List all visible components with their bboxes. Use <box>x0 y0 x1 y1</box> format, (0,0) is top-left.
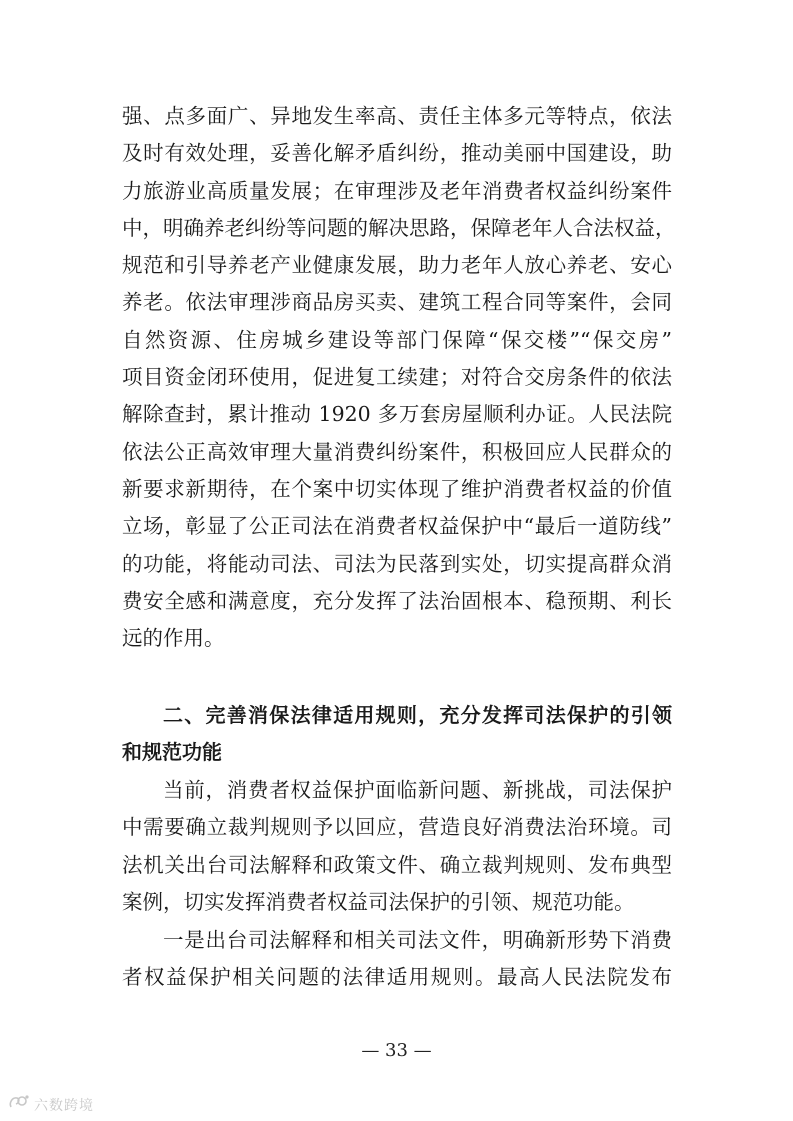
text-line: 中，明确养老纠纷等问题的解决思路，保障老年人合法权益， <box>122 215 676 240</box>
page-number: — 33 — <box>361 1040 432 1061</box>
text-line: 远的作用。 <box>122 626 225 651</box>
watermark <box>8 1094 94 1116</box>
logo-icon <box>8 1093 30 1117</box>
text-line: 当前，消费者权益保护面临新问题、新挑战，司法保护 <box>163 778 672 802</box>
text-line: 养老。依法审理涉商品房买卖、建筑工程合同等案件，会同 <box>122 290 672 315</box>
text-line: 项目资金闭环使用，促进复工续建；对符合交房条件的依法 <box>122 365 672 390</box>
text-line: 案例，切实发挥消费者权益司法保护的引领、规范功能。 <box>122 889 635 914</box>
text-line: 中需要确立裁判规则予以回应，营造良好消费法治环境。司 <box>122 815 672 840</box>
text-line: 新要求新期待，在个案中切实体现了维护消费者权益的价值 <box>122 476 672 501</box>
text-line: 法机关出台司法解释和政策文件、确立裁判规则、发布典型 <box>122 852 672 877</box>
text-line: 立场，彰显了公正司法在消费者权益保护中“最后一道防线” <box>122 514 672 539</box>
text-line: 自然资源、住房城乡建设等部门保障“保交楼”“保交房” <box>122 327 672 352</box>
text-line: 强、点多面广、异地发生率高、责任主体多元等特点，依法 <box>122 104 672 128</box>
text-line: 依法公正高效审理大量消费纠纷案件，积极回应人民群众的 <box>122 439 672 464</box>
heading-line: 和规范功能 <box>122 740 222 765</box>
text-line: 的功能，将能动司法、司法为民落到实处，切实提高群众消 <box>122 551 672 576</box>
section-heading <box>122 697 672 772</box>
text-line: 一是出台司法解释和相关司法文件，明确新形势下消费 <box>163 928 672 952</box>
body-paragraph-1 <box>122 98 676 657</box>
text-line: 力旅游业高质量发展；在审理涉及老年消费者权益纠纷案件 <box>122 178 672 203</box>
text-line: 者权益保护相关问题的法律适用规则。最高人民法院发布 <box>122 965 672 990</box>
body-paragraph-3 <box>122 922 672 997</box>
heading-line: 二、完善消保法律适用规则，充分发挥司法保护的引领 <box>163 703 672 727</box>
text-line: 规范和引导养老产业健康发展，助力老年人放心养老、安心 <box>122 253 672 278</box>
body-paragraph-2 <box>122 772 672 921</box>
text-line: 费安全感和满意度，充分发挥了法治固根本、稳预期、利长 <box>122 588 672 613</box>
watermark-text: 六数跨境 <box>34 1098 94 1114</box>
text-line: 及时有效处理，妥善化解矛盾纠纷，推动美丽中国建设，助 <box>122 141 672 166</box>
text-line: 解除查封，累计推动 1920 多万套房屋顺利办证。人民法院 <box>122 402 672 427</box>
